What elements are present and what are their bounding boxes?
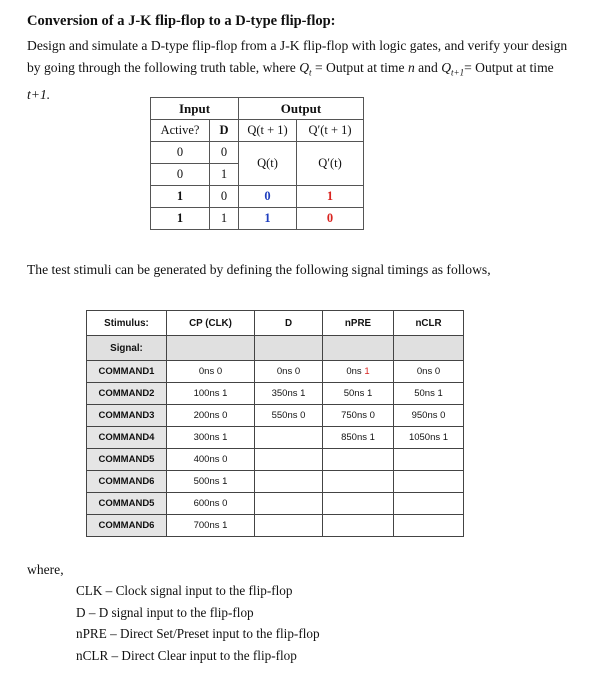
- col-qbar: Q′(t + 1): [297, 120, 364, 142]
- col-d: D: [210, 120, 239, 142]
- st-clk: 300ns 1: [167, 427, 255, 449]
- st-command: COMMAND6: [87, 515, 167, 537]
- st-clk: 100ns 1: [167, 383, 255, 405]
- stimulus-table: [86, 310, 464, 537]
- st-command: COMMAND3: [87, 405, 167, 427]
- definitions-list: [76, 580, 320, 666]
- st-clk: 500ns 1: [167, 471, 255, 493]
- st-nclr: 0ns 0: [394, 361, 464, 383]
- st-npre-value: 1: [364, 366, 370, 377]
- st-npre: 50ns 1: [323, 383, 394, 405]
- tt-hold-qbar: Q′(t): [297, 142, 364, 186]
- table-row: [87, 427, 464, 449]
- definition-nclr: nCLR – Direct Clear input to the flip-flop: [76, 647, 297, 663]
- st-clk: 600ns 0: [167, 493, 255, 515]
- table-row: [87, 405, 464, 427]
- st-clk: 400ns 0: [167, 449, 255, 471]
- where-label: where,: [27, 562, 64, 577]
- tt-cell: 0: [151, 164, 210, 186]
- input-header: Input: [151, 98, 239, 120]
- tt-cell: 0: [210, 142, 239, 164]
- t1-symbol: t+1.: [27, 86, 51, 102]
- st-command: COMMAND2: [87, 383, 167, 405]
- st-clk: 200ns 0: [167, 405, 255, 427]
- tt-cell: 0: [210, 186, 239, 208]
- st-header-npre: nPRE: [323, 311, 394, 336]
- st-nclr: 50ns 1: [394, 383, 464, 405]
- table-row: [87, 383, 464, 405]
- st-command: COMMAND5: [87, 493, 167, 515]
- st-d: [255, 471, 323, 493]
- definition-clk: CLK – Clock signal input to the flip-flop: [76, 583, 293, 598]
- intro-text-1: Design and simulate a D-type flip-flop from a J-K flip-flop with logic gates, and verify your design by going through the following truth table, where: [27, 38, 568, 75]
- tt-hold-q: Q(t): [239, 142, 297, 186]
- tt-cell: 1: [151, 208, 210, 230]
- st-signal-label: Signal:: [87, 336, 167, 361]
- st-nclr: 950ns 0: [394, 405, 464, 427]
- st-d: 550ns 0: [255, 405, 323, 427]
- col-active: Active?: [151, 120, 210, 142]
- st-npre: 750ns 0: [323, 405, 394, 427]
- st-command: COMMAND4: [87, 427, 167, 449]
- st-npre: [323, 449, 394, 471]
- tt-cell-q: 0: [239, 186, 297, 208]
- st-d: 350ns 1: [255, 383, 323, 405]
- q-t-symbol: $Q_t$: [299, 60, 312, 78]
- st-clk: 0ns 0: [167, 361, 255, 383]
- tt-cell-qbar: 1: [297, 186, 364, 208]
- output-header: Output: [239, 98, 364, 120]
- intro-text-2: = Output at time: [311, 60, 408, 75]
- st-d: 0ns 0: [255, 361, 323, 383]
- tt-cell: 0: [151, 142, 210, 164]
- col-q: Q(t + 1): [239, 120, 297, 142]
- st-header-stimulus: Stimulus:: [87, 311, 167, 336]
- st-command: COMMAND6: [87, 471, 167, 493]
- st-nclr: 1050ns 1: [394, 427, 464, 449]
- st-signal-cell: [167, 336, 255, 361]
- tt-cell: 1: [210, 164, 239, 186]
- table-row: [87, 493, 464, 515]
- st-signal-cell: [394, 336, 464, 361]
- definition-d: D – D signal input to the flip-flop: [76, 604, 254, 620]
- st-header-d: D: [255, 311, 323, 336]
- stimuli-text: The test stimuli can be generated by defining the following signal timings as follows,: [27, 262, 491, 277]
- st-header-nclr: nCLR: [394, 311, 464, 336]
- truth-table: [150, 97, 364, 230]
- table-row: [87, 449, 464, 471]
- intro-paragraph: [27, 35, 572, 106]
- st-command: COMMAND5: [87, 449, 167, 471]
- tt-cell-q: 1: [239, 208, 297, 230]
- st-header-clk: CP (CLK): [167, 311, 255, 336]
- st-command: COMMAND1: [87, 361, 167, 383]
- definition-npre: nPRE – Direct Set/Preset input to the flip-flop: [76, 626, 320, 641]
- st-d: [255, 515, 323, 537]
- st-npre: [323, 493, 394, 515]
- intro-text-4: = Output at time: [464, 60, 554, 75]
- table-row: [87, 471, 464, 493]
- page-title: Conversion of a J-K flip-flop to a D-type flip-flop:: [27, 13, 336, 29]
- st-nclr: [394, 515, 464, 537]
- n-symbol: n: [407, 60, 415, 75]
- q-t1-symbol: $Q_{t+1}$: [441, 60, 465, 78]
- st-signal-cell: [255, 336, 323, 361]
- table-row: [87, 361, 464, 383]
- tt-cell: 1: [151, 186, 210, 208]
- tt-cell-qbar: 0: [297, 208, 364, 230]
- st-d: [255, 493, 323, 515]
- st-signal-cell: [323, 336, 394, 361]
- st-nclr: [394, 449, 464, 471]
- tt-cell: 1: [210, 208, 239, 230]
- st-npre: [323, 471, 394, 493]
- st-nclr: [394, 493, 464, 515]
- st-npre: 850ns 1: [323, 427, 394, 449]
- st-clk: 700ns 1: [167, 515, 255, 537]
- intro-text-3: and: [414, 60, 442, 75]
- st-npre: [323, 515, 394, 537]
- st-d: [255, 449, 323, 471]
- table-row: [87, 515, 464, 537]
- st-nclr: [394, 471, 464, 493]
- st-d: [255, 427, 323, 449]
- st-npre: 0ns 1: [323, 361, 394, 383]
